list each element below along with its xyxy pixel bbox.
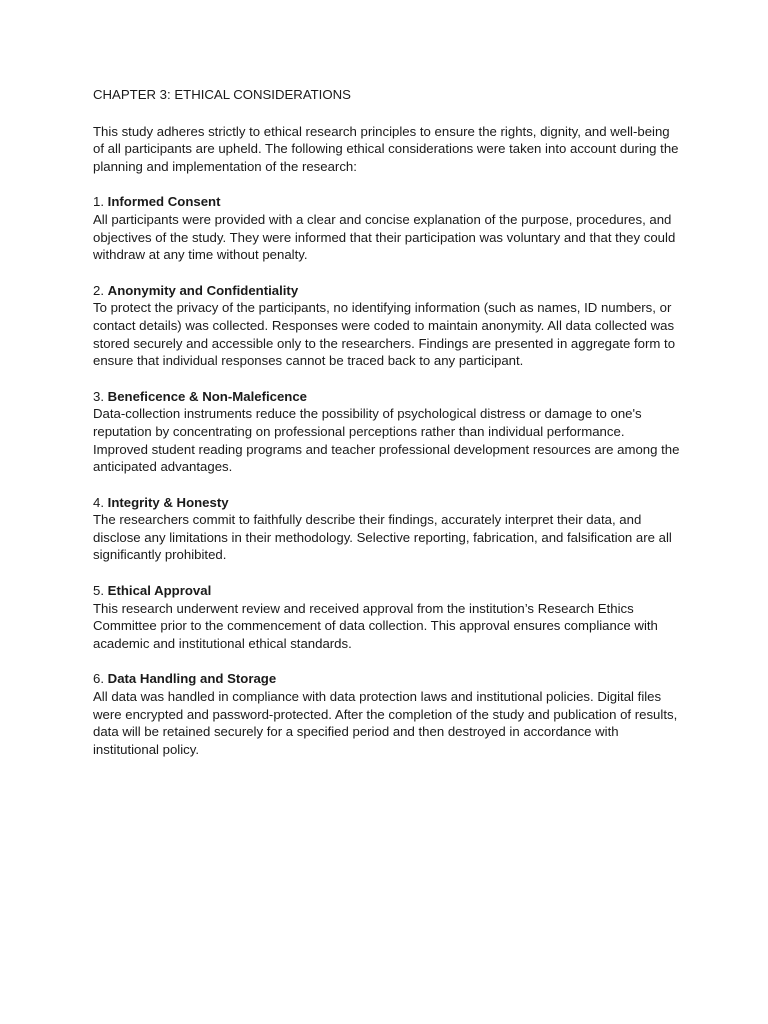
section-data-handling-storage [93, 670, 683, 758]
section-number: 6. [93, 671, 104, 687]
section-body: To protect the privacy of the participants, no identifying information (such as names, ID numbers, or contact details) was collected. Responses were coded to maintain anonymity. All data collected was stored securely and accessible only to the researchers. Findings are presented in aggregate form to ensure that individual responses cannot be traced back to any participant. [93, 300, 676, 369]
section-title: Anonymity and Confidentiality [107, 282, 299, 298]
section-number: 2. [93, 282, 104, 298]
section-ethical-approval [93, 582, 683, 652]
section-heading [93, 494, 683, 512]
section-number: 3. [93, 388, 104, 404]
section-body: The researchers commit to faithfully describe their findings, accurately interpret their data, and disclose any limitations in their methodology. Selective reporting, fabrication, and falsification are all significantly prohibited. [93, 512, 672, 563]
chapter-title: CHAPTER 3: ETHICAL CONSIDERATIONS [93, 87, 351, 102]
section-body: All data was handled in compliance with data protection laws and institutional policies. Digital files were encrypted and password-protected. After the completion of the study and publication of results, data will be retained securely for a specified period and then destroyed in accordance with institutional policy. [93, 689, 678, 757]
section-beneficence [93, 388, 683, 476]
section-title: Informed Consent [107, 194, 221, 210]
section-heading [93, 582, 683, 600]
section-body: Data-collection instruments reduce the possibility of psychological distress or damage to one's reputation by concentrating on professional perceptions rather than individual performance. Improved student reading programs and teacher professional development resources are among the anticipated advantages. [93, 406, 680, 475]
section-body: All participants were provided with a clear and concise explanation of the purpose, procedures, and objectives of the study. They were informed that their participation was voluntary and that they could withdraw at any time without penalty. [93, 211, 676, 263]
section-integrity-honesty [93, 494, 683, 564]
section-number: 1. [93, 194, 104, 210]
section-title: Data Handling and Storage [107, 671, 277, 687]
section-title: Ethical Approval [107, 583, 212, 599]
section-number: 5. [93, 583, 104, 599]
section-heading [93, 388, 683, 406]
section-heading [93, 282, 683, 300]
section-anonymity-confidentiality [93, 282, 683, 370]
section-title: Integrity & Honesty [107, 494, 229, 510]
section-body: This research underwent review and received approval from the institution’s Research Ethics Committee prior to the commencement of data collection. This approval ensures compliance with academic and institutional ethical standards. [93, 600, 658, 651]
section-informed-consent [93, 193, 683, 263]
section-heading [93, 193, 683, 211]
section-title: Beneficence & Non-Maleficence [107, 388, 308, 404]
section-number: 4. [93, 494, 104, 510]
intro-paragraph: This study adheres strictly to ethical research principles to ensure the rights, dignity, and well-being of all participants are upheld. The following ethical considerations were taken into account during the planning and implementation of the research: [93, 123, 679, 174]
section-heading [93, 670, 683, 688]
document-content [93, 86, 683, 776]
